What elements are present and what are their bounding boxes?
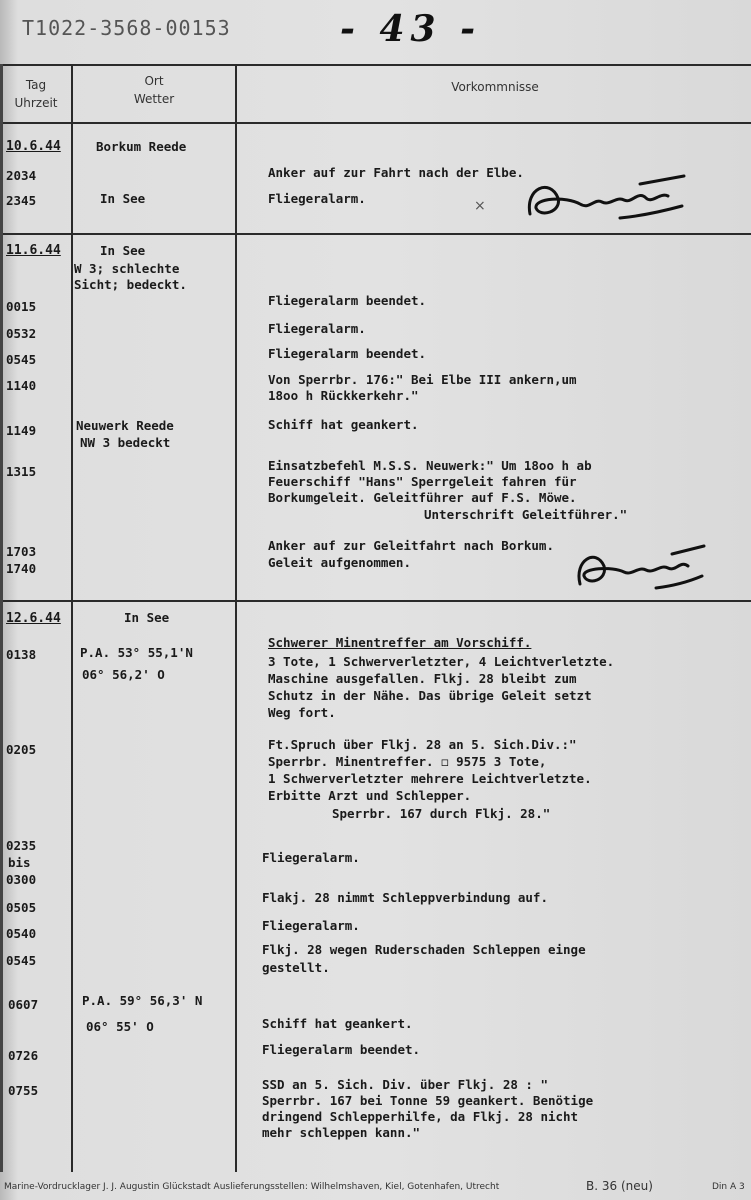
entry-time: 0300 [6, 872, 37, 887]
entry-time: 0545 [6, 953, 37, 968]
entry-text: mehr schleppen kann." [262, 1125, 421, 1140]
entry-time: 0726 [8, 1048, 39, 1063]
day-divider-2 [0, 600, 751, 602]
form-footer [0, 1176, 751, 1200]
entry-time: 1703 [6, 544, 37, 559]
entry-text: Einsatzbefehl M.S.S. Neuwerk:" Um 18oo h ab [268, 458, 592, 473]
entry-text: SSD an 5. Sich. Div. über Flkj. 28 : " [262, 1077, 548, 1092]
entry-text: Anker auf zur Fahrt nach der Elbe. [268, 165, 524, 180]
entry-date: 12.6.44 [6, 611, 61, 626]
entry-time: 2345 [6, 193, 37, 208]
entry-text: 1 Schwerverletzter mehrere Leichtverletzte. [268, 771, 592, 786]
entry-text: Fliegeralarm. [262, 850, 360, 865]
left-edge-rule [0, 64, 3, 1172]
entry-text: Schutz in der Nähe. Das übrige Geleit setzt [268, 688, 592, 703]
header-bottom-rule [0, 122, 751, 124]
column-rule-1 [71, 64, 73, 1172]
entry-time: 1149 [6, 423, 37, 438]
entry-time: 0138 [6, 647, 37, 662]
entry-time: 1315 [6, 464, 37, 479]
entry-text: Anker auf zur Geleitfahrt nach Borkum. [268, 538, 554, 553]
day-divider-1 [0, 233, 751, 235]
entry-place: P.A. 53° 55,1'N [80, 645, 193, 660]
entry-text: Fliegeralarm. [268, 321, 366, 336]
table-top-rule [0, 64, 751, 66]
entry-place: Neuwerk Reede [76, 418, 174, 433]
entry-time: 0235 [6, 838, 37, 853]
entry-text: Fliegeralarm. [262, 918, 360, 933]
signature-image [470, 168, 700, 230]
entry-place: P.A. 59° 56,3' N [82, 993, 203, 1008]
header-vorkommnisse: Vorkommnisse [451, 80, 539, 94]
entry-text: Sperrbr. 167 bei Tonne 59 geankert. Benötige [262, 1093, 594, 1108]
entry-text: Schwerer Minentreffer am Vorschiff. [268, 635, 532, 650]
entry-text: Geleit aufgenommen. [268, 555, 411, 570]
entry-text: dringend Schlepperhilfe, da Flkj. 28 nicht [262, 1109, 579, 1124]
entry-text: Schiff hat geankert. [268, 417, 419, 432]
entry-text: Flakj. 28 nimmt Schleppverbindung auf. [262, 890, 548, 905]
form-code: B. 36 (neu) [586, 1179, 653, 1193]
entry-text: Fliegeralarm. [268, 191, 366, 206]
column-rule-2 [235, 64, 237, 1172]
entry-text: Fliegeralarm beendet. [268, 293, 427, 308]
entry-text: Fliegeralarm beendet. [262, 1042, 421, 1057]
entry-place: In See [124, 610, 170, 625]
entry-place: 06° 56,2' O [82, 667, 165, 682]
entry-text: Schiff hat geankert. [262, 1016, 413, 1031]
entry-text: Unterschrift Geleitführer." [424, 507, 628, 522]
entry-text: 18oo h Rückkerkehr." [268, 388, 419, 403]
entry-time: 2034 [6, 168, 37, 183]
entry-place: 06° 55' O [86, 1019, 154, 1034]
document-reference: T1022-3568-00153 [22, 16, 231, 40]
entry-time: 0545 [6, 352, 37, 367]
header-wetter: Wetter [133, 92, 175, 106]
header-uhrzeit: Uhrzeit [14, 96, 58, 110]
entry-time: 0205 [6, 742, 37, 757]
paper-size: Din A 3 [712, 1182, 745, 1192]
entry-text: Erbitte Arzt und Schlepper. [268, 788, 472, 803]
entry-text: Weg fort. [268, 705, 336, 720]
entry-time: 0607 [8, 997, 39, 1012]
entry-text: Von Sperrbr. 176:" Bei Elbe III ankern,um [268, 372, 577, 387]
page-number: - 43 - [340, 8, 482, 50]
entry-date: 10.6.44 [6, 139, 61, 154]
header-tag: Tag [25, 78, 47, 92]
entry-text: Borkumgeleit. Geleitführer auf F.S. Möwe. [268, 490, 577, 505]
header-ort: Ort [144, 74, 164, 88]
entry-place: Borkum Reede [96, 139, 187, 154]
svg-text:×: × [474, 198, 486, 214]
entry-text: Sperrbr. Minentreffer. ◻ 9575 3 Tote, [268, 754, 547, 769]
entry-time: 1140 [6, 378, 37, 393]
entry-text: Feuerschiff "Hans" Sperrgeleit fahren für [268, 474, 577, 489]
entry-time: 0755 [8, 1083, 39, 1098]
entry-place: In See [100, 243, 146, 258]
entry-text: Flkj. 28 wegen Ruderschaden Schleppen einge [262, 942, 586, 957]
entry-time: 0015 [6, 299, 37, 314]
printer-imprint: Marine-Vordrucklager J. J. Augustin Glückstadt Auslieferungsstellen: Wilhelmshaven, Kiel, Gotenhafen, Utrecht [4, 1182, 500, 1192]
entry-text: Sperrbr. 167 durch Flkj. 28." [332, 806, 551, 821]
entry-place: W 3; schlechte [74, 261, 180, 276]
entry-time: 0532 [6, 326, 37, 341]
entry-text: Maschine ausgefallen. Flkj. 28 bleibt zum [268, 671, 577, 686]
signature-image [560, 540, 710, 596]
entry-time: bis [8, 855, 31, 870]
entry-date: 11.6.44 [6, 243, 61, 258]
entry-text: 3 Tote, 1 Schwerverletzter, 4 Leichtverletzte. [268, 654, 615, 669]
entry-place: Sicht; bedeckt. [74, 277, 187, 292]
entry-text: gestellt. [262, 960, 330, 975]
entry-time: 0540 [6, 926, 37, 941]
entry-place: In See [100, 191, 146, 206]
entry-text: Fliegeralarm beendet. [268, 346, 427, 361]
entry-time: 0505 [6, 900, 37, 915]
entry-time: 1740 [6, 561, 37, 576]
entry-text: Ft.Spruch über Flkj. 28 an 5. Sich.Div.:" [268, 737, 577, 752]
entry-place: NW 3 bedeckt [80, 435, 171, 450]
